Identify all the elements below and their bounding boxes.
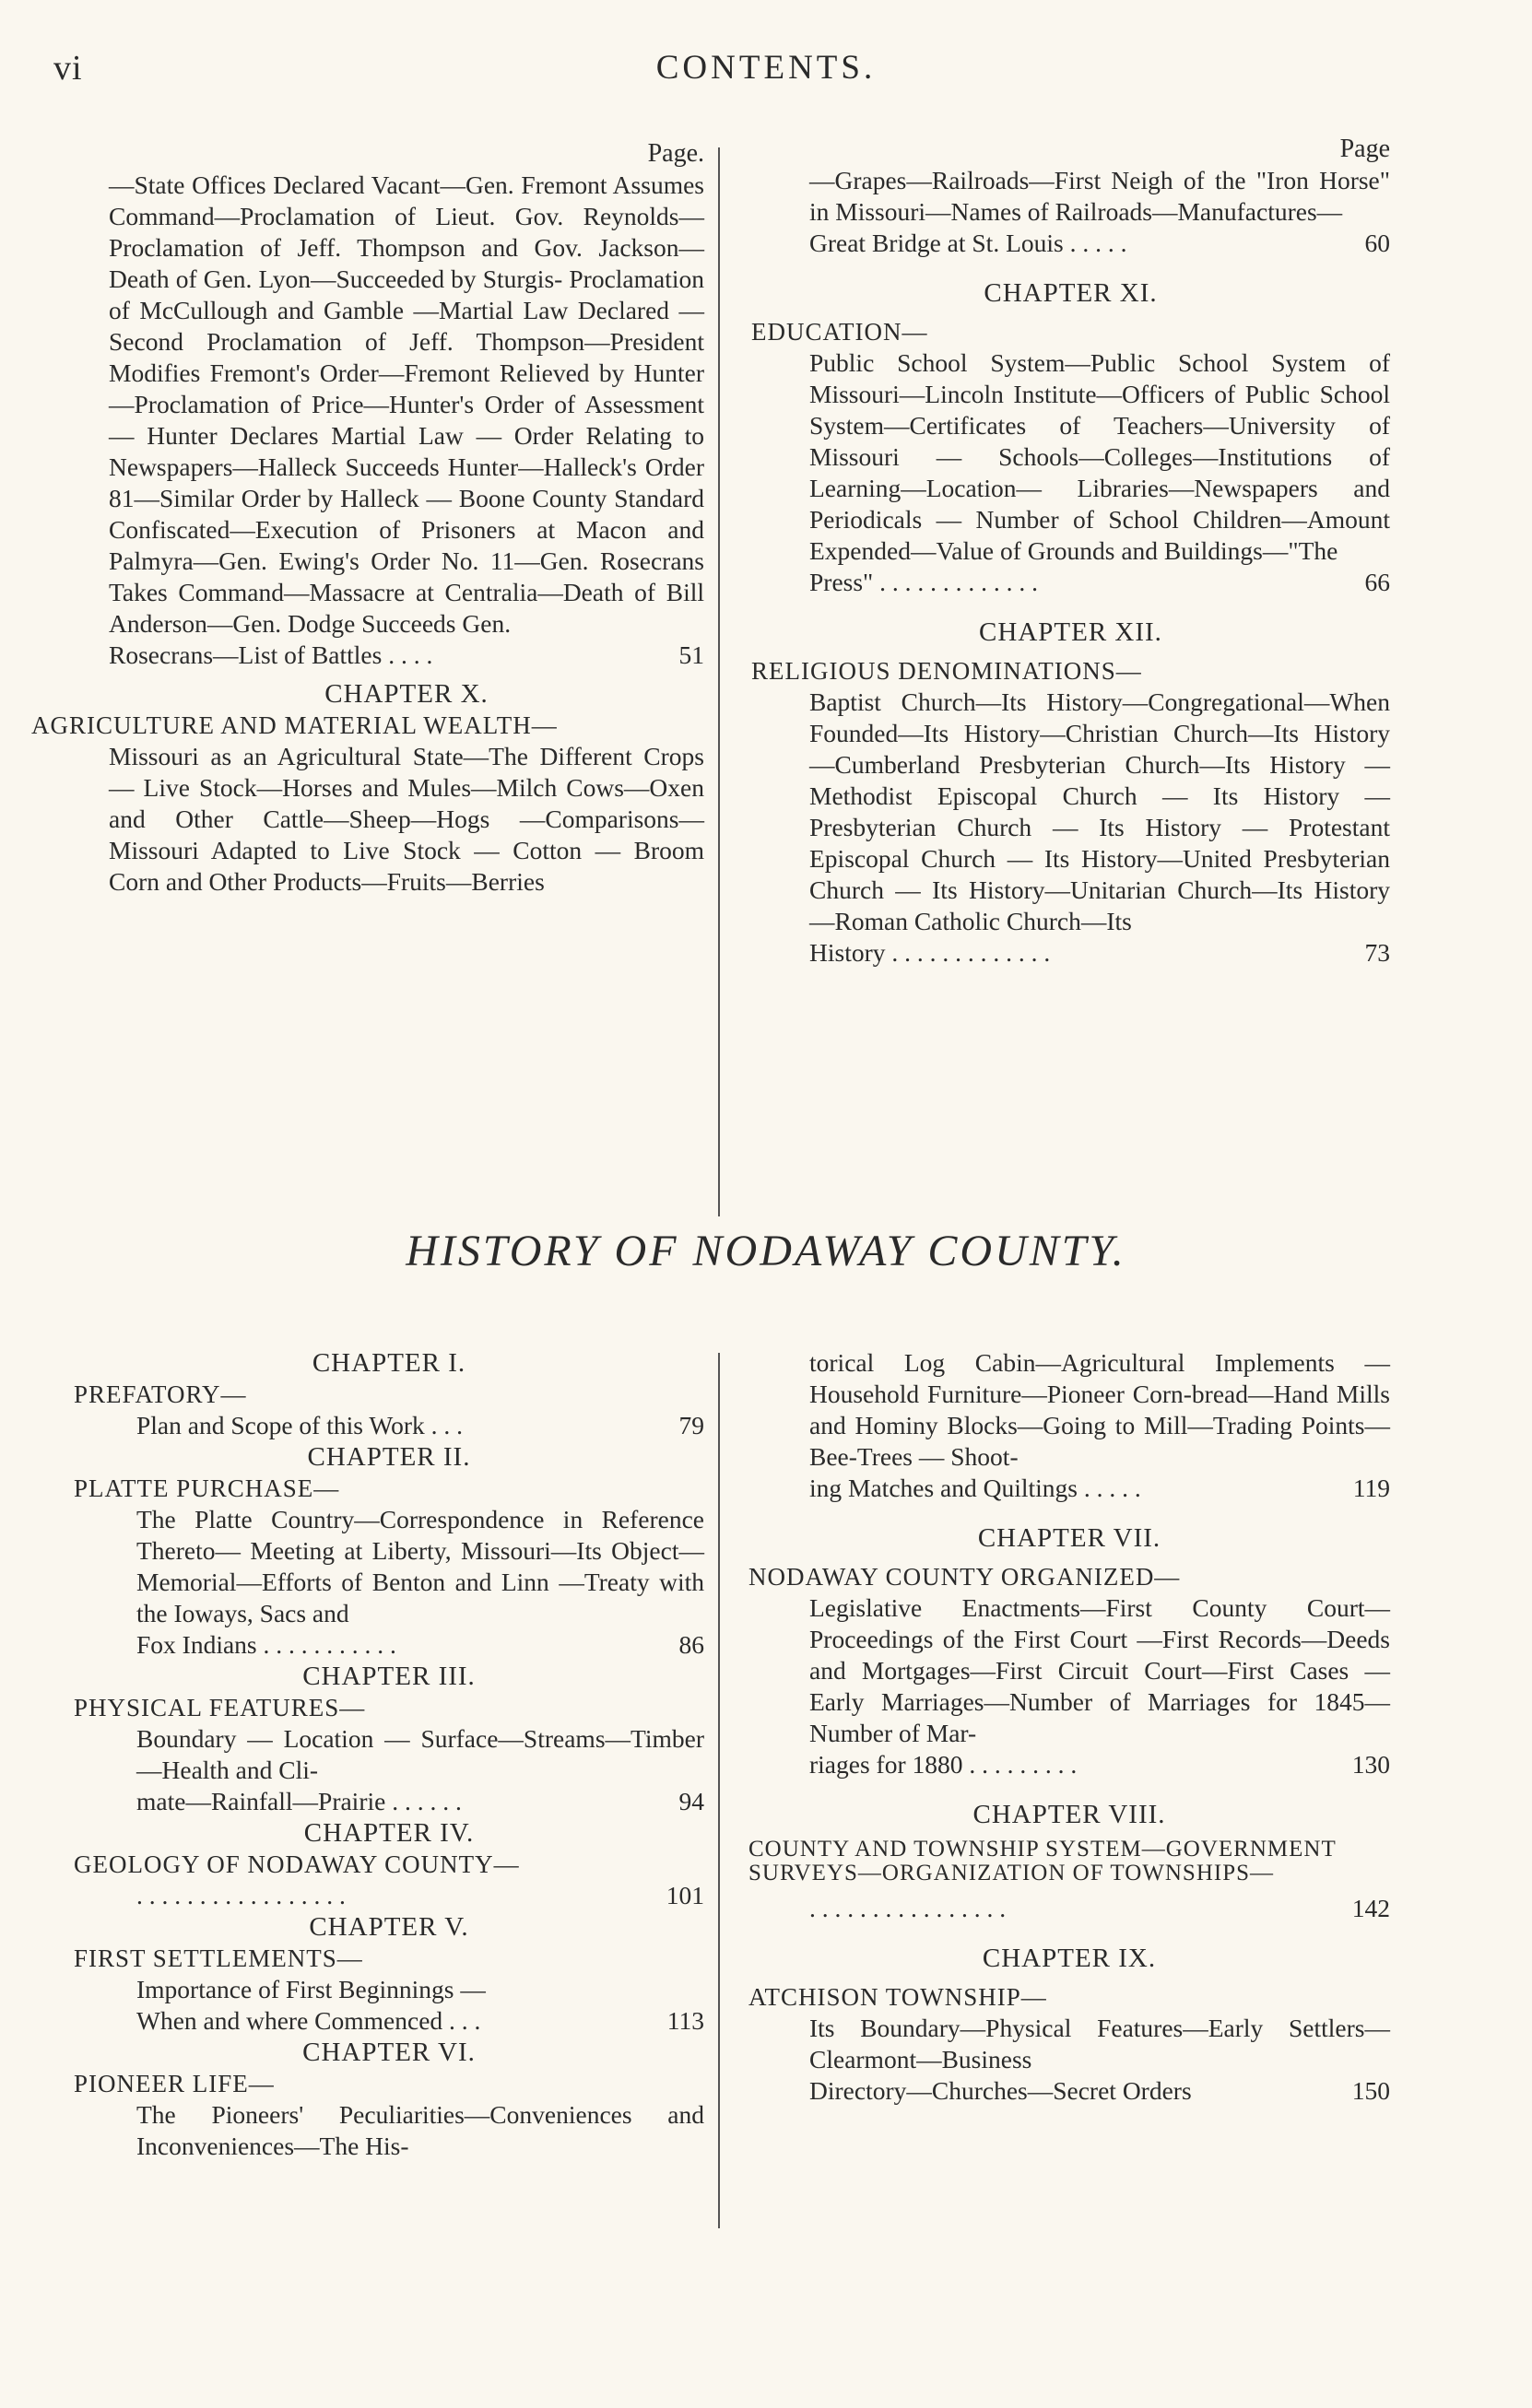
toc-entry-text: Press" . . . . . . . . . . . . .: [809, 568, 1039, 596]
toc-entry-text: ing Matches and Quiltings . . . . .: [809, 1474, 1141, 1502]
page-number: 113: [666, 2006, 704, 2035]
toc-entry-line: [74, 1410, 704, 1441]
chapter-12-summary: Baptist Church—Its History—Congregational—When Founded—Its History—Christian Church—Its History —Cumberland Presbyterian Church—Its History — Methodist Episcopal Church — Its History — Presbyterian Church — Its History — Protestant Episcopal Church — Its History—United Presbyterian Church — Its History—Unitarian Church—Its History—Roman Catholic Church—Its: [809, 687, 1390, 935]
page-number: 79: [678, 1411, 704, 1439]
toc-entry-line: [809, 1473, 1390, 1504]
page-title: CONTENTS.: [655, 49, 877, 87]
chapter-heading: CHAPTER X.: [324, 679, 489, 709]
chapter-heading: CHAPTER XI.: [984, 278, 1158, 308]
chapter-subject: AGRICULTURE AND MATERIAL WEALTH—: [31, 711, 558, 739]
toc-entry-text: Fox Indians . . . . . . . . . . .: [136, 1630, 396, 1659]
page-column-label: Page.: [647, 139, 704, 168]
page-number: 60: [1364, 229, 1390, 257]
chapter-heading: CHAPTER VI.: [302, 2038, 476, 2067]
chapter-subject: EDUCATION—: [751, 318, 928, 346]
toc-entry-text: Plan and Scope of this Work . . .: [136, 1411, 463, 1439]
page-number: 150: [1351, 2076, 1390, 2105]
chapter-6-summary: The Pioneers' Peculiarities—Conveniences and Inconveniences—The His-: [136, 2100, 704, 2160]
upper-right-column: [751, 134, 1390, 969]
toc-entry-line: [809, 1749, 1390, 1780]
chapter-heading: CHAPTER VII.: [977, 1523, 1161, 1553]
page-number: 119: [1352, 1474, 1390, 1502]
chapter-7-summary: Legislative Enactments—First County Court—Proceedings of the First Court —First Records—Deeds and Mortgages—First Circuit Court—First Cases —Early Marriages—Number of Marriages for 1845—Number of Mar-: [809, 1593, 1390, 1747]
chapter-subject: FIRST SETTLEMENTS—: [74, 1944, 363, 1972]
toc-entry-text: . . . . . . . . . . . . . . . . .: [136, 1881, 346, 1909]
toc-entry-text: Rosecrans—List of Battles . . . .: [109, 640, 433, 669]
toc-entry-line: [809, 567, 1390, 598]
toc-entry-text: Directory—Churches—Secret Orders: [809, 2076, 1192, 2105]
chapter-6-continuation: torical Log Cabin—Agricultural Implements — Household Furniture—Pioneer Corn-bread—Hand Mills and Hominy Blocks—Going to Mill—Trading Points—Bee-Trees — Shoot-: [809, 1348, 1390, 1471]
chapter-heading: CHAPTER II.: [307, 1442, 471, 1472]
chapter-subject: PIONEER LIFE—: [74, 2070, 275, 2097]
toc-entry-text: riages for 1880 . . . . . . . . .: [809, 1750, 1078, 1779]
chapter-subject: PLATTE PURCHASE—: [74, 1474, 340, 1502]
page-number: 73: [1364, 938, 1390, 967]
page-number: 130: [1351, 1750, 1390, 1779]
toc-entry-text: . . . . . . . . . . . . . . . .: [809, 1894, 1007, 1922]
chapter-subject: NODAWAY COUNTY ORGANIZED—: [748, 1563, 1181, 1591]
page-column-label: Page: [1339, 135, 1390, 163]
chapter-heading: CHAPTER VIII.: [972, 1800, 1166, 1829]
toc-entry-text: Great Bridge at St. Louis . . . . .: [809, 229, 1127, 257]
chapter-heading: CHAPTER IX.: [982, 1944, 1157, 1973]
page-number: 142: [1351, 1894, 1390, 1922]
chapter-10-continuation: —Grapes—Railroads—First Neigh of the "Iron Horse" in Missouri—Names of Railroads—Manufactures—: [809, 166, 1390, 226]
chapter-3-summary: Boundary — Location — Surface—Streams—Timber—Health and Cli-: [136, 1724, 704, 1784]
chapter-heading: CHAPTER I.: [312, 1348, 466, 1378]
chapter-9-summary: Its Boundary—Physical Features—Early Settlers—Clearmont—Business: [809, 2014, 1390, 2073]
toc-entry-line: [809, 228, 1390, 259]
chapter-10-summary: Missouri as an Agricultural State—The Different Crops — Live Stock—Horses and Mules—Milch Cows—Oxen and Other Cattle—Sheep—Hogs —Comparisons—Missouri Adapted to Live Stock — Cotton — Broom Corn and Other Products—Fruits—Berries: [109, 742, 704, 896]
toc-entry-line: [136, 2005, 704, 2037]
column-divider: [718, 1353, 720, 2228]
page-number: 101: [666, 1881, 704, 1909]
lower-left-column: [74, 1347, 704, 2162]
chapter-subject: RELIGIOUS DENOMINATIONS—: [751, 657, 1142, 685]
toc-entry-line: [809, 1893, 1390, 1924]
page-number: 66: [1364, 568, 1390, 596]
chapter-heading: CHAPTER IV.: [303, 1818, 475, 1848]
chapter-subject: PREFATORY—: [74, 1380, 247, 1408]
chapter-subject: PHYSICAL FEATURES—: [74, 1694, 366, 1721]
toc-entry-line: [809, 937, 1390, 969]
chapter-11-summary: Public School System—Public School System of Missouri—Lincoln Institute—Officers of Public School System—Certificates of Teachers—University of Missouri — Schools—Colleges—Institutions of Learning—Location— Libraries—Newspapers and Periodicals — Number of School Children—Amount Expended—Value of Grounds and Buildings—"The: [809, 348, 1390, 565]
page-number: 94: [678, 1787, 704, 1815]
section-title: HISTORY OF NODAWAY COUNTY.: [406, 1227, 1126, 1275]
toc-entry-text: mate—Rainfall—Prairie . . . . . .: [136, 1787, 462, 1815]
chapter-subject: GEOLOGY OF NODAWAY COUNTY—: [74, 1850, 520, 1878]
toc-entry-line: [136, 1629, 704, 1661]
upper-left-column: [31, 138, 704, 898]
page-number: 51: [678, 640, 704, 669]
toc-entry-line: [74, 1880, 704, 1911]
toc-entry-line: [109, 640, 704, 671]
page-folio: vi: [53, 49, 83, 88]
column-divider: [718, 147, 720, 1216]
chapter-heading: CHAPTER V.: [309, 1912, 469, 1942]
chapter-subject: COUNTY AND TOWNSHIP SYSTEM—GOVERNMENT SURVEYS—ORGANIZATION OF TOWNSHIPS—: [748, 1837, 1337, 1885]
chapter-subject: ATCHISON TOWNSHIP—: [748, 1983, 1047, 2011]
toc-entry-text: History . . . . . . . . . . . . .: [809, 938, 1051, 967]
chapter-heading: CHAPTER III.: [302, 1662, 476, 1691]
chapter-5-summary: Importance of First Beginnings —: [136, 1975, 486, 2003]
lower-right-column: [748, 1347, 1390, 2107]
toc-entry-text: When and where Commenced . . .: [136, 2006, 481, 2035]
toc-entry-line: [809, 2075, 1390, 2107]
chapter-2-summary: The Platte Country—Correspondence in Reference Thereto— Meeting at Liberty, Missouri—Its Object—Memorial—Efforts of Benton and Linn —Treaty with the Ioways, Sacs and: [136, 1505, 704, 1627]
page-number: 86: [678, 1630, 704, 1659]
chapter-9-continuation: —State Offices Declared Vacant—Gen. Fremont Assumes Command—Proclamation of Lieut. Gov. Reynolds—Proclamation of Jeff. Thompson and Gov. Jackson—Death of Gen. Lyon—Succeeded by Sturgis- Proclamation of McCullough and Gamble —Martial Law Declared — Second Proclamation of Jeff. Thompson—President Modifies Fremont's Order—Fremont Relieved by Hunter—Proclamation of Price—Hunter's Order of Assessment — Hunter Declares Martial Law — Order Relating to Newspapers—Halleck Succeeds Hunter—Halleck's Order 81—Similar Order by Halleck — Boone County Standard Confiscated—Execution of Prisoners at Macon and Palmyra—Gen. Ewing's Order No. 11—Gen. Rosecrans Takes Command—Massacre at Centralia—Death of Bill Anderson—Gen. Dodge Succeeds Gen.: [109, 170, 704, 638]
toc-entry-line: [136, 1786, 704, 1817]
chapter-heading: CHAPTER XII.: [979, 617, 1162, 647]
